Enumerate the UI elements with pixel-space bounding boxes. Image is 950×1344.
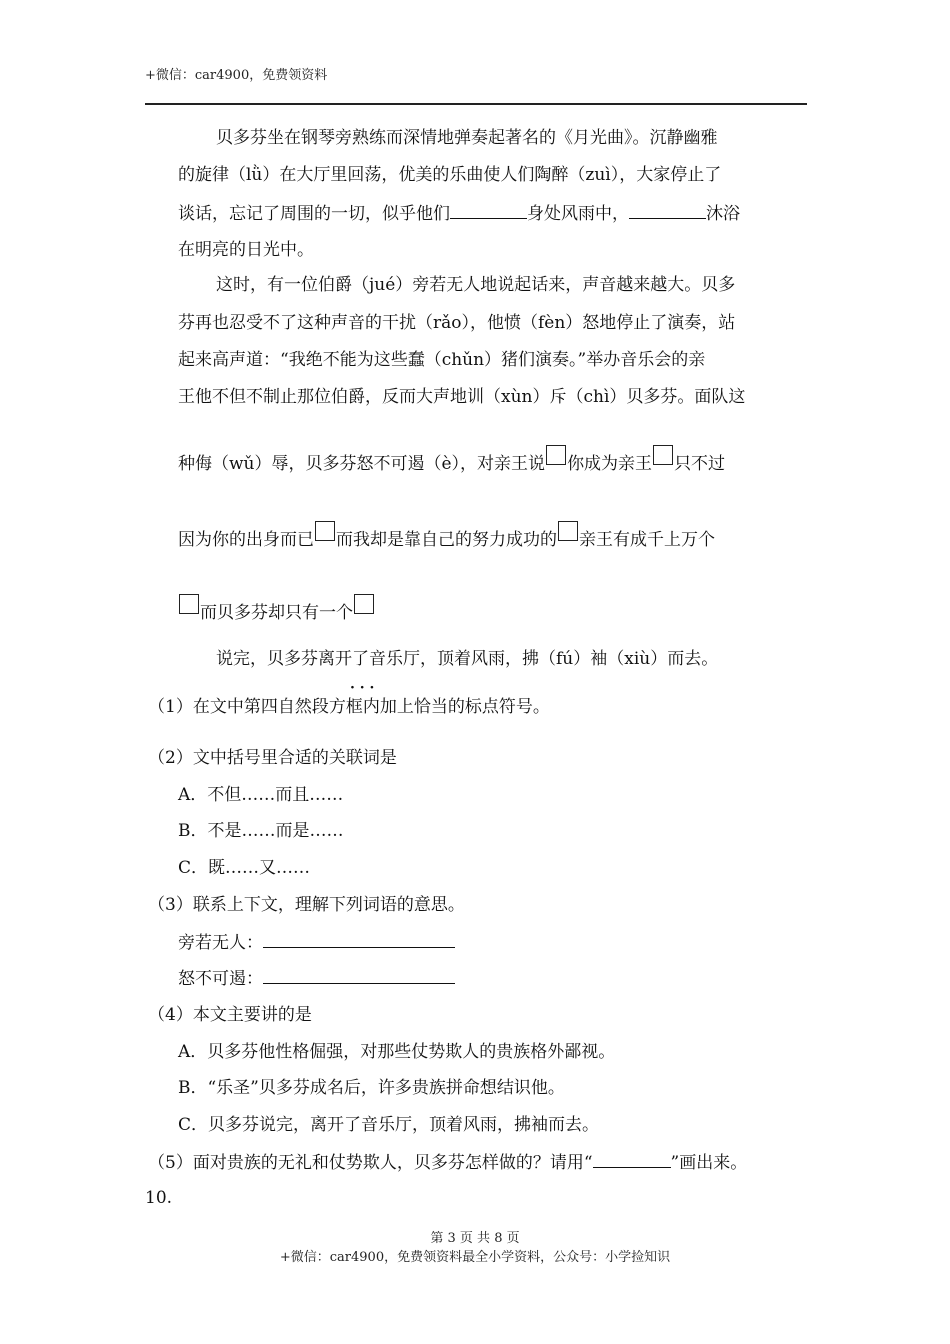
passage-p1-line3 bbox=[178, 200, 740, 227]
passage-p3-line1-a: 种侮（wǔ）辱，贝多芬怒不可遏（è），对亲王说 bbox=[178, 454, 546, 474]
question-5-text-a: （5）面对贵族的无礼和仗势欺人，贝多芬怎样做的？请用“ bbox=[148, 1153, 593, 1173]
question-4-option-a[interactable]: A．贝多芬他性格倔强，对那些仗势欺人的贵族格外鄙视。 bbox=[178, 1042, 616, 1062]
passage-p3-line2-a: 因为你的出身而已 bbox=[178, 530, 314, 550]
question-4-option-b[interactable]: B．“乐圣”贝多芬成名后，许多贵族拼命想结识他。 bbox=[178, 1078, 565, 1098]
passage-p3-line3-a: 而贝多芬却只有一个 bbox=[200, 603, 353, 623]
fill-blank-2[interactable] bbox=[629, 200, 706, 219]
passage-p1-line3-b: 身处风雨中， bbox=[527, 204, 629, 224]
punctuation-box-5[interactable] bbox=[179, 594, 199, 614]
question-5 bbox=[148, 1149, 747, 1176]
punctuation-box-2[interactable] bbox=[653, 445, 673, 465]
question-3-answer-2[interactable] bbox=[263, 965, 455, 984]
question-5-blank[interactable] bbox=[593, 1149, 671, 1168]
passage-p3-line1 bbox=[178, 445, 725, 477]
punctuation-box-1[interactable] bbox=[546, 445, 566, 465]
passage-p3-line2-c: 亲王有成千上万个 bbox=[579, 530, 715, 550]
emphasis-dots: · · · bbox=[350, 680, 375, 696]
passage-p1-line3-c: 沐浴 bbox=[706, 204, 740, 224]
header-divider bbox=[145, 103, 807, 105]
question-3-word-1 bbox=[178, 929, 455, 956]
question-2-option-c[interactable]: C．既……又…… bbox=[178, 858, 311, 878]
question-3-word-1-label: 旁若无人： bbox=[178, 933, 263, 953]
question-2-option-b[interactable]: B．不是……而是…… bbox=[178, 821, 344, 841]
passage-p1-line4: 在明亮的日光中。 bbox=[178, 240, 314, 260]
question-4-option-c[interactable]: C．贝多芬说完，离开了音乐厅，顶着风雨，拂袖而去。 bbox=[178, 1115, 600, 1135]
passage-p4-line1: 说完，贝多芬离开了音乐厅，顶着风雨，拂（fú）袖（xiù）而去。 bbox=[216, 649, 719, 669]
passage-p2-line2: 芬再也忍受不了这种声音的干扰（rǎo），他愤（fèn）怒地停止了演奏，站 bbox=[178, 313, 736, 333]
passage-p2-line1: 这时，有一位伯爵（jué）旁若无人地说起话来，声音越来越大。贝多 bbox=[216, 275, 736, 295]
passage-p3-line1-c: 只不过 bbox=[674, 454, 726, 474]
question-3-word-2 bbox=[178, 965, 455, 992]
question-3-answer-1[interactable] bbox=[263, 929, 455, 948]
passage-p1-line2: 的旋律（lǜ）在大厅里回荡，优美的乐曲使人们陶醉（zuì），大家停止了 bbox=[178, 165, 722, 185]
passage-p3-line3 bbox=[178, 594, 375, 626]
question-10-number: 10. bbox=[145, 1188, 173, 1208]
question-2-option-a[interactable]: A．不但……而且…… bbox=[178, 785, 344, 805]
passage-p1-line1: 贝多芬坐在钢琴旁熟练而深情地弹奏起著名的《月光曲》。沉静幽雅 bbox=[216, 128, 718, 148]
question-3-word-2-label: 怒不可遏： bbox=[178, 969, 263, 989]
question-3-stem: （3）联系上下文，理解下列词语的意思。 bbox=[148, 895, 465, 915]
punctuation-box-4[interactable] bbox=[558, 521, 578, 541]
passage-p2-line3: 起来高声道：“我绝不能为这些蠢（chǔn）猪们演奏。”举办音乐会的亲 bbox=[178, 350, 706, 370]
punctuation-box-6[interactable] bbox=[354, 594, 374, 614]
passage-p1-line3-a: 谈话，忘记了周围的一切，似乎他们 bbox=[178, 204, 450, 224]
question-2-stem: （2）文中括号里合适的关联词是 bbox=[148, 748, 397, 768]
page-number: 第 3 页 共 8 页 bbox=[430, 1231, 520, 1246]
footer-note: +微信：car4900，免费领资料最全小学资料，公众号：小学捡知识 bbox=[279, 1250, 671, 1265]
question-4-stem: （4）本文主要讲的是 bbox=[148, 1005, 312, 1025]
passage-p3-line2 bbox=[178, 521, 715, 553]
punctuation-box-3[interactable] bbox=[315, 521, 335, 541]
fill-blank-1[interactable] bbox=[450, 200, 527, 219]
passage-p3-line2-b: 而我却是靠自己的努力成功的 bbox=[336, 530, 557, 550]
passage-p3-line1-b: 你成为亲王 bbox=[567, 454, 653, 474]
page-header-note: +微信：car4900，免费领资料 bbox=[145, 68, 328, 83]
passage-p2-line4: 王他不但不制止那位伯爵，反而大声地训（xùn）斥（chì）贝多芬。面队这 bbox=[178, 387, 746, 407]
question-5-text-b: ”画出来。 bbox=[670, 1153, 748, 1173]
question-1: （1）在文中第四自然段方框内加上恰当的标点符号。 bbox=[148, 697, 550, 717]
